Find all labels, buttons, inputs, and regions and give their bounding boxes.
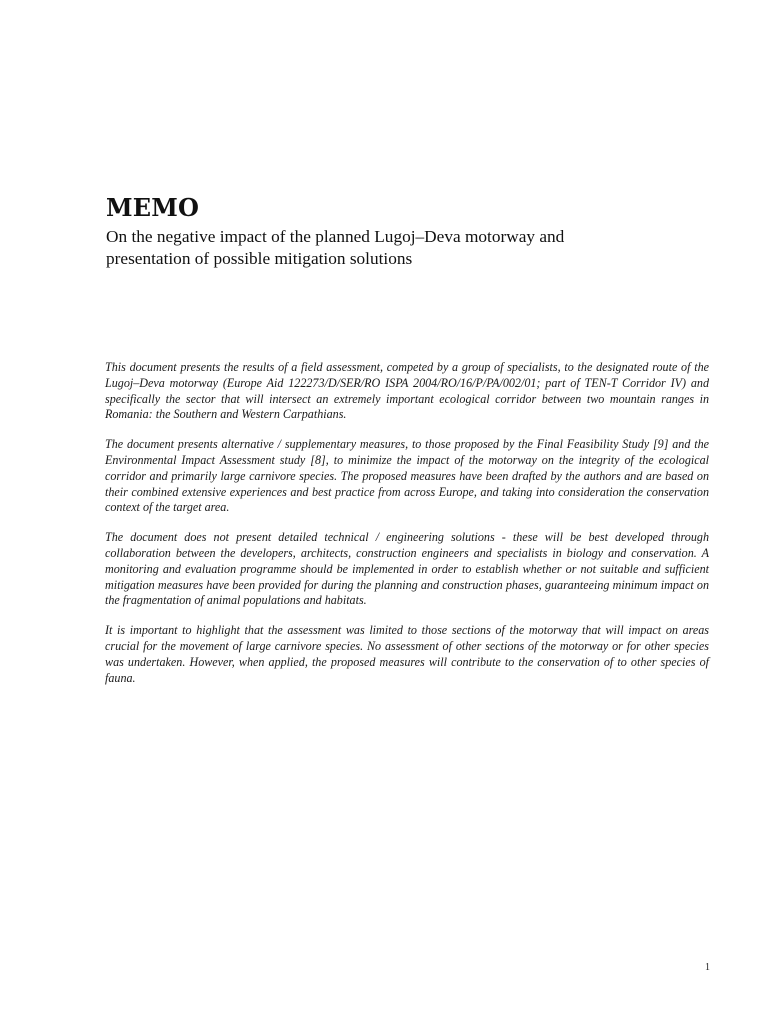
page-number: 1 [705, 962, 710, 973]
paragraph-technical-solutions: The document does not present detailed technical / engineering solutions - these will be best developed through collaboration between the developers, architects, construction engineers and specialists in biology and conservation. A monitoring and evaluation programme should be implemented in order to establish whether or not suitable and sufficient mitigation measures have been provided for during the planning and construction phases, guaranteeing minimum impact on the fragmentation of animal populations and habitats. [105, 530, 709, 608]
paragraph-assessment-limits: It is important to highlight that the assessment was limited to those sections of the motorway that will impact on areas crucial for the movement of large carnivore species. No assessment of other sections of the motorway or for other species was undertaken. However, when applied, the proposed measures will contribute to the conservation of to other species of fauna. [105, 623, 709, 685]
paragraph-field-assessment: This document presents the results of a field assessment, competed by a group of specialists, to the designated route of the Lugoj–Deva motorway (Europe Aid 122273/D/SER/RO ISPA 2004/RO/16/P/PA/002/01; part of TEN-T Corridor IV) and specifically the sector that will intersect an extremely important ecological corridor between two mountain ranges in Romania: the Southern and Western Carpathians. [105, 360, 709, 422]
memo-body [105, 360, 709, 700]
memo-subtitle-line-1: On the negative impact of the planned Lugoj–Deva motorway and [106, 227, 565, 246]
memo-title: MEMO [106, 193, 200, 222]
memo-subtitle-line-2: presentation of possible mitigation solutions [106, 249, 413, 268]
paragraph-alternative-measures: The document presents alternative / supplementary measures, to those proposed by the Final Feasibility Study [9] and the Environmental Impact Assessment study [8], to minimize the impact of the motorway on the integrity of the ecological corridor and primarily large carnivore species. The proposed measures have been drafted by the authors and are based on their combined extensive experiences and best practice from across Europe, and taking into consideration the conservation context of the target area. [105, 437, 709, 515]
memo-subtitle [106, 226, 666, 270]
